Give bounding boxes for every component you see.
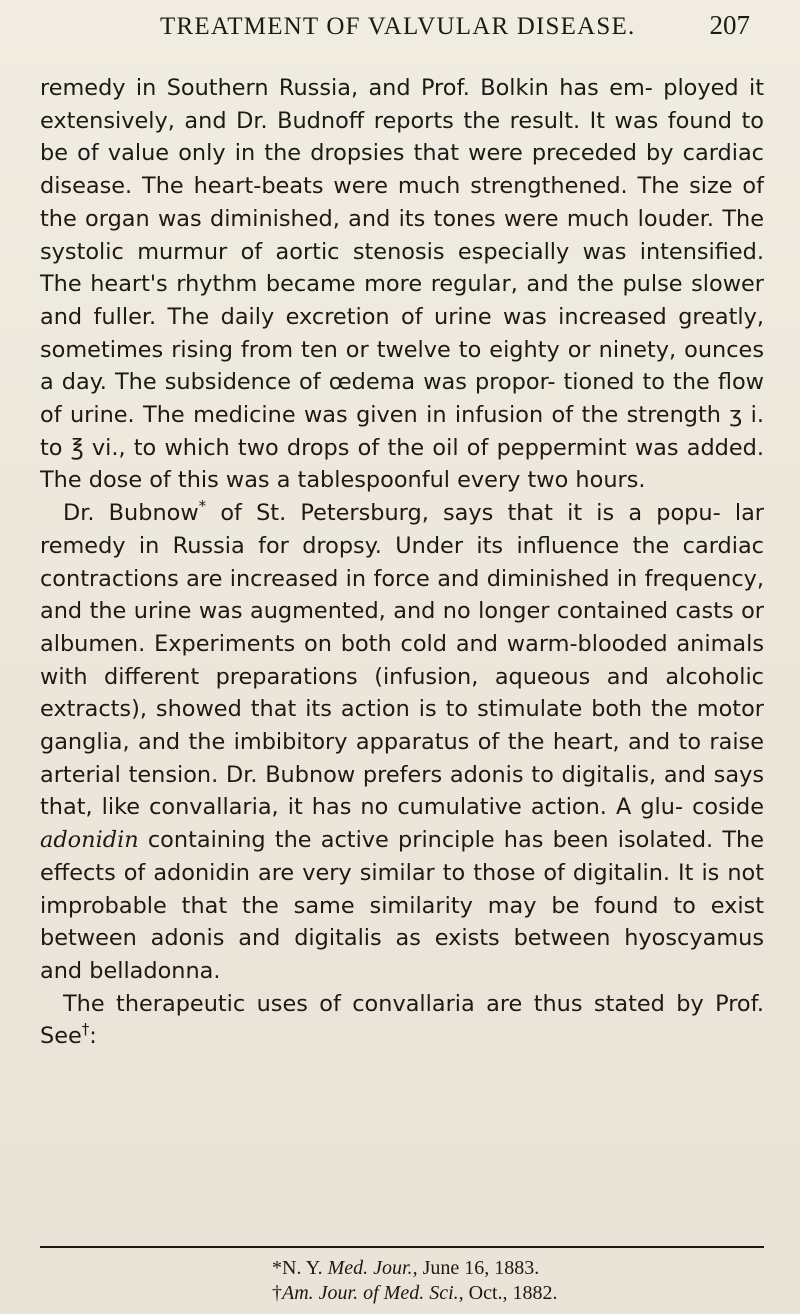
page-number: 207 <box>709 10 750 40</box>
paragraph-2-text: of St. Petersburg, says that it is a popu- lar remedy in Russia for dropsy. Under its influence the cardiac contractions are increased in force and diminished in frequency, and the urine was augmented, and no longer contained casts or albumen. Experiments on both cold and warm-blooded animals with different preparations (infusion, aqueous and alcoholic extracts), showed that its action is to stimulate both the motor ganglia, and the imbibitory apparatus of the heart, and to raise arterial tension. Dr. Bubnow prefers adonis to digitalis, and says that, like convallaria, it has no cumulative action. A glu- coside <box>40 500 764 821</box>
footnote-ref-asterisk: * <box>198 497 207 516</box>
footnote-1-prefix: N. Y. <box>282 1257 328 1279</box>
adonidin-term: adonidin <box>40 827 139 854</box>
paragraph-2-lead: Dr. Bubnow <box>63 500 199 527</box>
footnote-2 <box>272 1281 558 1306</box>
paragraph-3-text: The therapeutic uses of convallaria are thus stated by Prof. See <box>40 990 764 1050</box>
footnote-1-mark: * <box>272 1257 282 1279</box>
chapter-title: TREATMENT OF VALVULAR DISEASE. <box>160 13 636 40</box>
paragraph-3 <box>40 988 764 1053</box>
footnote-divider <box>40 1246 764 1248</box>
footnote-2-journal: Am. Jour. of Med. Sci. <box>282 1282 459 1304</box>
footnote-ref-dagger: † <box>81 1020 90 1039</box>
paragraph-2-tail: containing the active principle has been isolated. The effects of adonidin are very similar to those of digitalin. It is not improbable that the same similarity may be found to exist between adonis and digitalis as exists between hyoscyamus and belladonna. <box>40 827 764 984</box>
footnote-2-mark: † <box>272 1282 282 1304</box>
footnote-1-date: , June 16, 1883. <box>412 1257 540 1279</box>
paragraph-2 <box>40 497 764 988</box>
body-text <box>40 72 764 1053</box>
paragraph-3-tail: : <box>89 1023 97 1050</box>
footnote-1 <box>272 1256 558 1281</box>
footnote-2-date: , Oct., 1882. <box>458 1282 558 1304</box>
footnotes <box>272 1256 558 1306</box>
running-header <box>160 10 750 41</box>
paragraph-1: remedy in Southern Russia, and Prof. Bolkin has em- ployed it extensively, and Dr. Budnoff reports the result. It was found to be of value only in the dropsies that were preceded by cardiac disease. The heart-beats were much strengthened. The size of the organ was diminished, and its tones were much louder. The systolic murmur of aortic stenosis especially was intensified. The heart's rhythm became more regular, and the pulse slower and fuller. The daily excretion of urine was increased greatly, sometimes rising from ten or twelve to eighty or ninety, ounces a day. The subsidence of œdema was propor- tioned to the flow of urine. The medicine was given in infusion of the strength ʒ i. to ℥ vi., to which two drops of the oil of peppermint was added. The dose of this was a tablespoonful every two hours. <box>40 75 764 494</box>
footnote-1-journal: Med. Jour. <box>327 1257 413 1279</box>
